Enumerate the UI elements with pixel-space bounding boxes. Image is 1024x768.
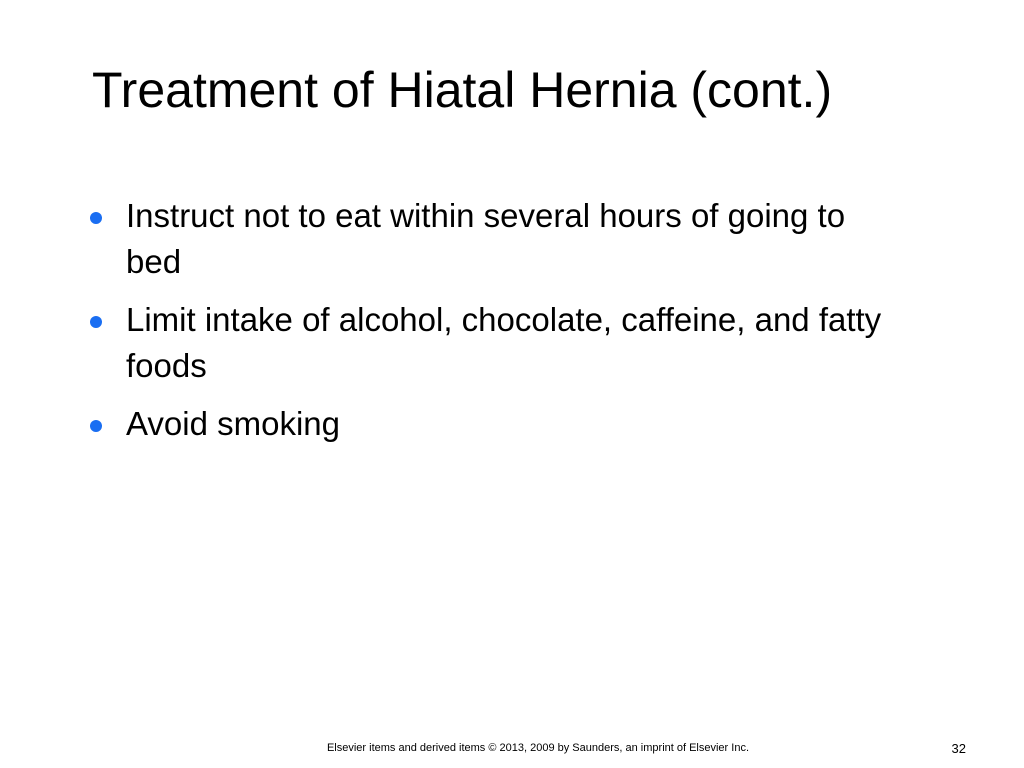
footer-copyright: Elsevier items and derived items © 2013, 2009 by Saunders, an imprint of Elsevier Inc.	[326, 742, 750, 754]
bullet-dot-icon	[90, 316, 102, 328]
bullet-item	[86, 297, 886, 389]
bullet-text: Instruct not to eat within several hours of going to bed	[126, 197, 846, 280]
bullet-dot-icon	[90, 420, 102, 432]
bullet-list	[86, 193, 886, 459]
bullet-item	[86, 193, 886, 285]
bullet-item	[86, 401, 886, 447]
page-number: 32	[951, 741, 966, 756]
bullet-dot-icon	[90, 212, 102, 224]
bullet-text: Avoid smoking	[126, 405, 341, 442]
slide-title: Treatment of Hiatal Hernia (cont.)	[92, 62, 833, 118]
bullet-text: Limit intake of alcohol, chocolate, caffeine, and fatty foods	[126, 301, 882, 384]
